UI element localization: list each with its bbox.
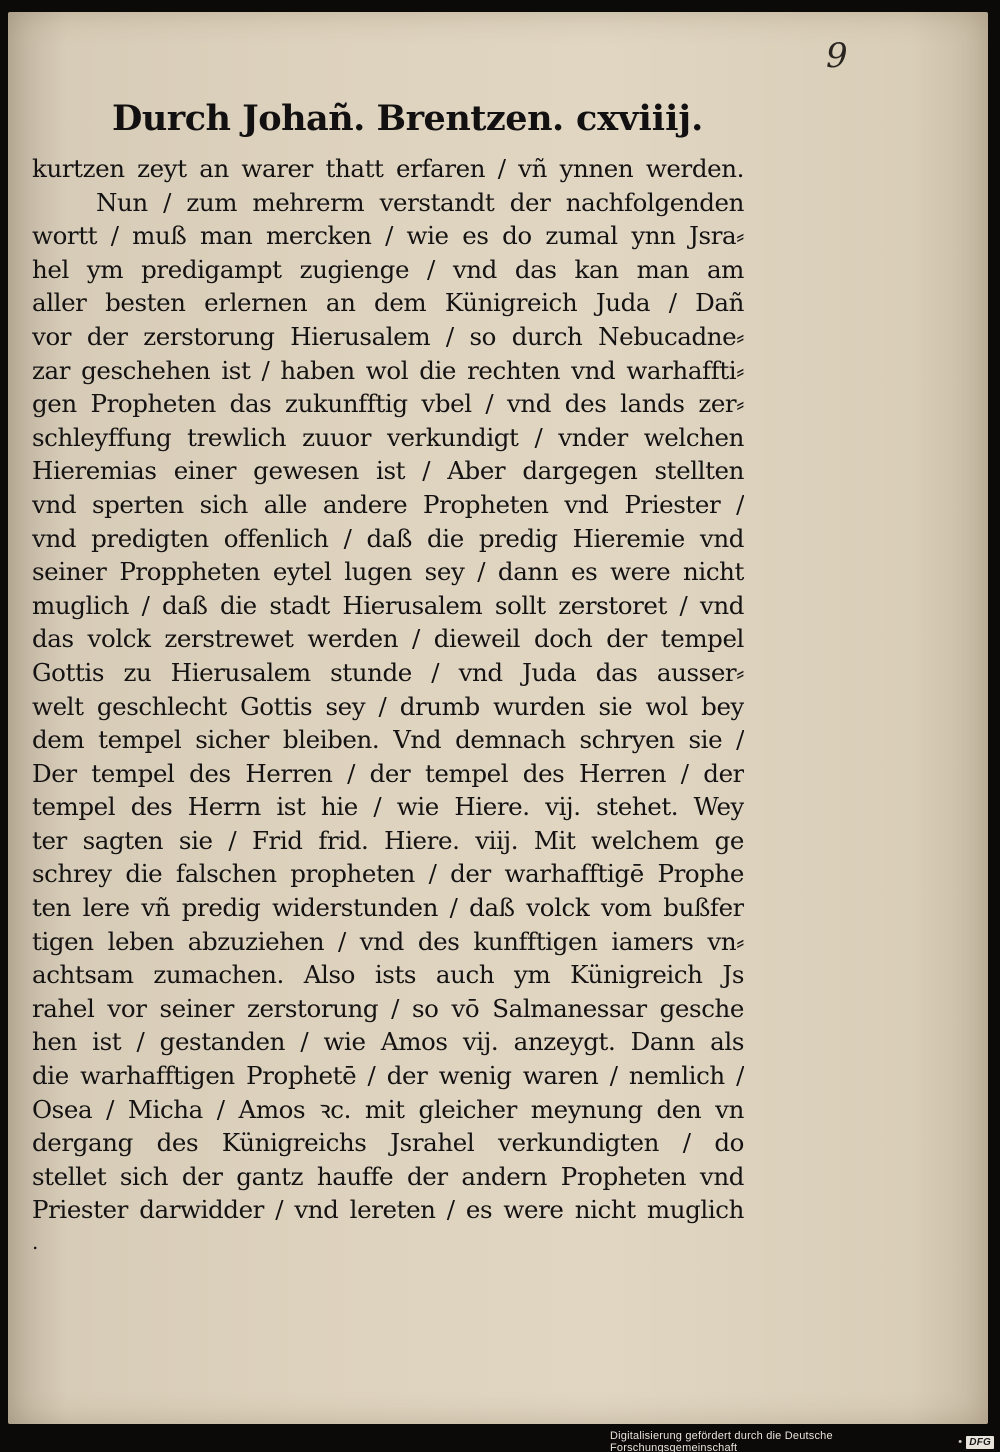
text-line: zar geschehen ist / haben wol die rechten vnd warhaffti⸗ — [32, 355, 744, 385]
text-line: hen ist / gestanden / wie Amos vij. anzeygt. Dann als — [32, 1027, 744, 1057]
text-line: vor der zerstorung Hierusalem / so durch Nebucadne⸗ — [32, 321, 744, 351]
text-line: die warhafftigen Prophetē / der wenig waren / nemlich / — [32, 1061, 744, 1091]
text-line: vnd predigten offenlich / daß die predig Hieremie vnd — [32, 523, 744, 553]
text-line: schleyffung trewlich zuuor verkundigt / vnder welchen — [32, 422, 744, 452]
text-line: welt geschlecht Gottis sey / drumb wurden sie wol bey — [32, 691, 744, 721]
text-line: hel ym predigampt zugienge / vnd das kan man am — [32, 254, 744, 284]
footer-credit: Digitalisierung gefördert durch die Deutsche Forschungsgemeinschaft — [610, 1430, 833, 1452]
text-line: dergang des Künigreichs Jsrahel verkundigten / do — [32, 1128, 744, 1158]
text-line: stellet sich der gantz hauffe der andern Propheten vnd — [32, 1161, 744, 1191]
text-line: Der tempel des Herren / der tempel des Herren / der — [32, 758, 744, 788]
text-line: rahel vor seiner zerstorung / so vō Salmanessar gesche — [32, 993, 744, 1023]
text-line: tempel des Herrn ist hie / wie Hiere. vij. stehet. Wey — [32, 792, 744, 822]
text-line: vnd sperten sich alle andere Propheten vnd Priester / — [32, 489, 744, 519]
digitization-footer — [610, 1432, 1000, 1452]
dfg-logo-icon: DFG — [966, 1436, 994, 1449]
running-head — [112, 98, 704, 148]
body-text — [32, 152, 744, 1257]
text-line: tigen leben abzuziehen / vnd des kunfftigen iamers vn⸗ — [32, 926, 744, 956]
text-line: Nun / zum mehrerm verstandt der nachfolgenden — [96, 187, 744, 217]
text-line: Hieremias einer gewesen ist / Aber dargegen stellten — [32, 456, 744, 486]
book-page — [8, 12, 988, 1424]
text-line: kurtzen zeyt an warer thatt erfaren / vñ ynnen werden. — [32, 154, 744, 183]
text-line: achtsam zumachen. Also ists auch ym Künigreich Js — [32, 960, 744, 990]
text-line: schrey die falschen propheten / der warhafftigē Prophe — [32, 859, 744, 889]
leaf-number: cxviiij. — [576, 98, 704, 139]
running-head-title: Durch Johañ. Brentzen. — [112, 98, 564, 139]
text-line: Gottis zu Hierusalem stunde / vnd Juda das ausser⸗ — [32, 657, 744, 687]
text-line: das volck zerstrewet werden / dieweil doch der tempel — [32, 624, 744, 654]
text-line: dem tempel sicher bleiben. Vnd demnach schryen sie / — [32, 725, 744, 755]
text-line: . — [32, 1230, 38, 1254]
text-line: muglich / daß die stadt Hierusalem sollt zerstoret / vnd — [32, 590, 744, 620]
text-line: gen Propheten das zukunfftig vbel / vnd des lands zer⸗ — [32, 389, 744, 419]
text-line: aller besten erlernen an dem Künigreich Juda / Dañ — [32, 288, 744, 318]
text-line: wortt / muß man mercken / wie es do zumal ynn Jsra⸗ — [32, 221, 744, 251]
text-line: ten lere vñ predig widerstunden / daß volck vom bußfer — [32, 893, 744, 923]
text-line: Osea / Micha / Amos ꝛc. mit gleicher meynung den vn — [32, 1094, 744, 1124]
text-line: Priester darwidder / vnd lereten / es were nicht muglich — [32, 1195, 744, 1225]
footer-separator: • — [958, 1436, 963, 1448]
folio-number: 9 — [826, 36, 848, 76]
text-line: seiner Proppheten eytel lugen sey / dann es were nicht — [32, 557, 744, 587]
text-line: ter sagten sie / Frid frid. Hiere. viij. Mit welchem ge — [32, 825, 744, 855]
